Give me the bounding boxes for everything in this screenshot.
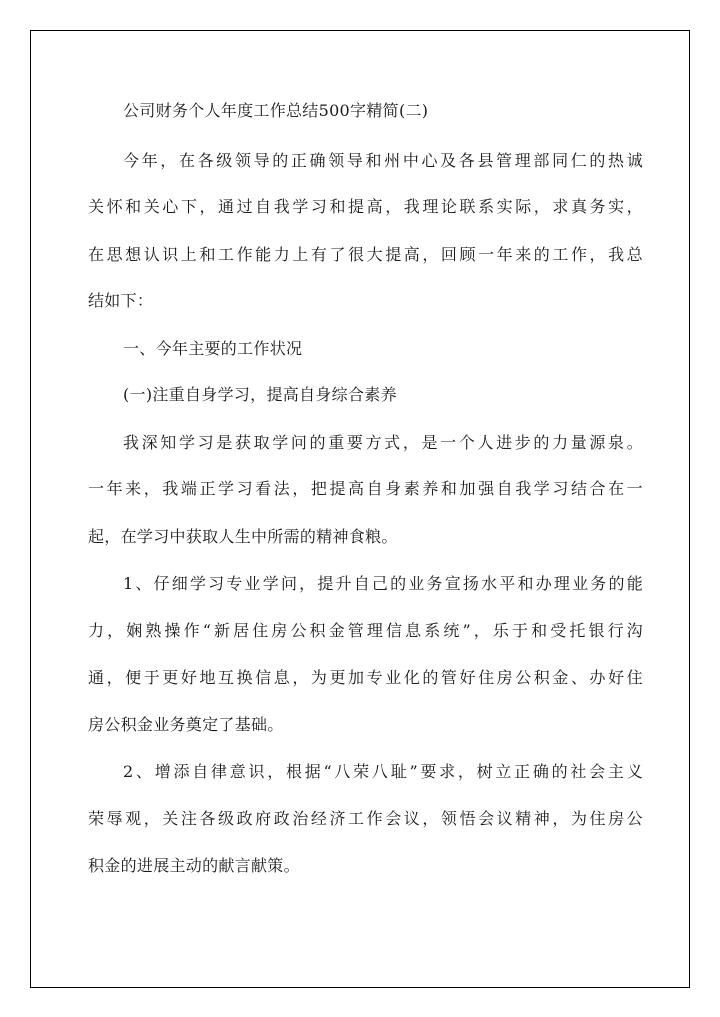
- paragraph-line: 力，娴熟操作“新居住房公积金管理信息系统”，乐于和受托银行沟: [88, 621, 643, 640]
- paragraph-line: 积金的进展主动的献言献策。: [88, 856, 300, 875]
- paragraph-line: 在思想认识上和工作能力上有了很大提高，回顾一年来的工作，我总: [88, 245, 643, 264]
- document-title: 公司财务个人年度工作总结500字精简(二): [123, 101, 429, 120]
- paragraph-line: 我深知学习是获取学问的重要方式，是一个人进步的力量源泉。: [123, 433, 643, 452]
- page-border: [30, 30, 690, 988]
- paragraph-line: 结如下：: [88, 291, 154, 310]
- paragraph-line: 关怀和关心下，通过自我学习和提高，我理论联系实际，求真务实，: [88, 197, 643, 216]
- section-heading: 一、今年主要的工作状况: [123, 339, 303, 358]
- paragraph-line: 今年，在各级领导的正确领导和州中心及各县管理部同仁的热诚: [123, 151, 643, 170]
- subsection-heading: (一)注重自身学习，提高自身综合素养: [123, 385, 397, 404]
- paragraph-line: 一年来，我端正学习看法，把提高自身素养和加强自我学习结合在一: [88, 479, 643, 498]
- paragraph-line: 起，在学习中获取人生中所需的精神食粮。: [88, 527, 398, 546]
- paragraph-line: 1、仔细学习专业学问，提升自己的业务宣扬水平和办理业务的能: [123, 574, 643, 593]
- paragraph-line: 2、增添自律意识，根据“八荣八耻”要求，树立正确的社会主义: [123, 762, 643, 781]
- paragraph-line: 房公积金业务奠定了基础。: [88, 715, 284, 734]
- paragraph-line: 荣辱观，关注各级政府政治经济工作会议，领悟会议精神，为住房公: [88, 809, 643, 828]
- paragraph-line: 通，便于更好地互换信息，为更加专业化的管好住房公积金、办好住: [88, 668, 643, 687]
